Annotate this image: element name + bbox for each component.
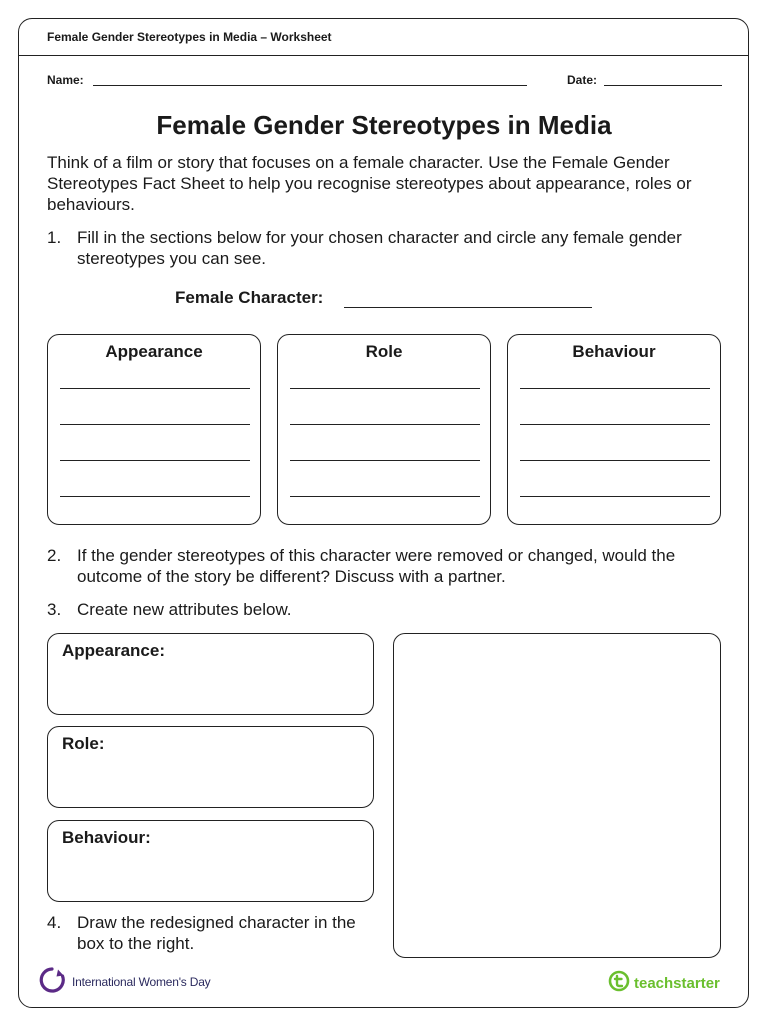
footer-teachstarter (608, 970, 720, 996)
new-appearance-box[interactable] (47, 633, 374, 715)
question-number: 3. (47, 600, 62, 619)
writing-line[interactable] (290, 424, 480, 425)
question-text: If the gender stereotypes of this character were removed or changed, would the outcome of the story be different? Discuss with a partner. (77, 546, 676, 586)
iwd-text: International Women's Day (72, 975, 211, 989)
new-role-label: Role: (62, 734, 105, 753)
writing-line[interactable] (60, 424, 250, 425)
intro-text: Think of a film or story that focuses on a female character. Use the Female Gender Stereotypes Fact Sheet to help you recognise stereotypes about appearance, roles or behaviours. (47, 153, 692, 214)
behaviour-box (507, 334, 721, 525)
writing-line[interactable] (290, 496, 480, 497)
question-text: Fill in the sections below for your chosen character and circle any female gender stereotypes you can see. (77, 228, 682, 268)
question-number: 2. (47, 546, 62, 565)
date-field[interactable] (604, 85, 722, 86)
female-character-field[interactable] (344, 307, 592, 308)
female-character-label: Female Character: (175, 288, 324, 307)
question-number: 4. (47, 913, 62, 932)
name-label: Name: (47, 73, 84, 87)
appearance-heading: Appearance (105, 342, 203, 361)
page-title: Female Gender Stereotypes in Media (156, 110, 612, 140)
appearance-box (47, 334, 261, 525)
footer-iwd (38, 967, 210, 997)
question-4 (47, 912, 367, 954)
new-role-box[interactable] (47, 726, 374, 808)
writing-line[interactable] (520, 424, 710, 425)
question-1 (47, 227, 727, 269)
drawing-box[interactable] (393, 633, 721, 958)
name-date-row (47, 73, 722, 91)
writing-line[interactable] (520, 388, 710, 389)
writing-line[interactable] (290, 388, 480, 389)
iwd-logo-icon (38, 966, 66, 999)
question-number: 1. (47, 228, 62, 247)
question-text: Create new attributes below. (77, 600, 292, 619)
header-title: Female Gender Stereotypes in Media – Worksheet (47, 30, 332, 44)
new-behaviour-box[interactable] (47, 820, 374, 902)
question-2 (47, 545, 727, 587)
question-text: Draw the redesigned character in the box to the right. (77, 913, 356, 953)
teachstarter-text: teachstarter (634, 974, 720, 992)
writing-line[interactable] (520, 496, 710, 497)
role-heading: Role (365, 342, 403, 361)
new-appearance-label: Appearance: (62, 641, 165, 660)
new-behaviour-label: Behaviour: (62, 828, 151, 847)
header-divider (19, 55, 748, 56)
writing-line[interactable] (60, 388, 250, 389)
name-field[interactable] (93, 85, 527, 86)
writing-line[interactable] (290, 460, 480, 461)
role-box (277, 334, 491, 525)
question-3 (47, 599, 727, 620)
date-label: Date: (567, 73, 598, 87)
writing-line[interactable] (520, 460, 710, 461)
writing-line[interactable] (60, 460, 250, 461)
writing-line[interactable] (60, 496, 250, 497)
behaviour-heading: Behaviour (572, 342, 656, 361)
teachstarter-logo-icon (608, 970, 630, 997)
